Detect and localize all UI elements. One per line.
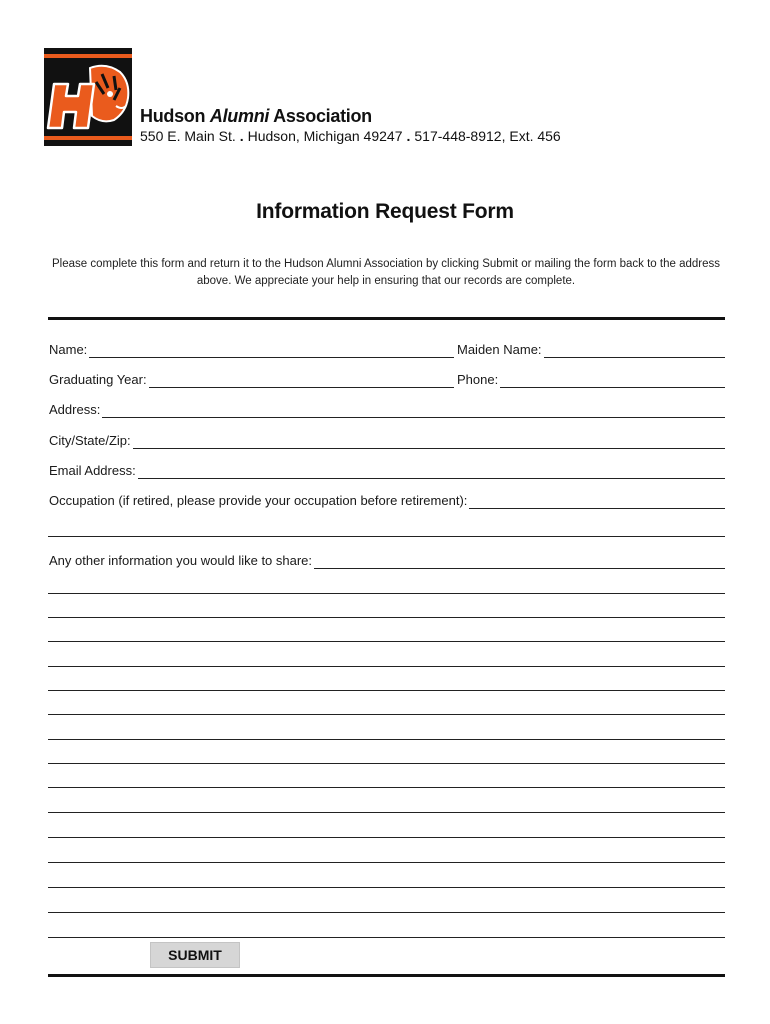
other-info-line[interactable] — [48, 887, 725, 888]
address-row — [49, 402, 725, 418]
address-input[interactable] — [102, 404, 725, 418]
maiden-name-row — [457, 342, 725, 358]
phone-label: Phone: — [457, 372, 499, 387]
street-address: 550 E. Main St. — [140, 128, 236, 144]
other-info-line[interactable] — [48, 912, 725, 913]
other-info-line[interactable] — [48, 837, 725, 838]
other-info-line[interactable] — [48, 690, 725, 691]
other-info-line[interactable] — [48, 714, 725, 715]
address-label: Address: — [49, 402, 101, 417]
other-info-line[interactable] — [48, 739, 725, 740]
occupation-input[interactable] — [469, 495, 725, 509]
city-state-zip-input[interactable] — [133, 435, 725, 449]
bottom-divider — [48, 974, 725, 977]
email-row — [49, 463, 725, 479]
other-info-line[interactable] — [48, 617, 725, 618]
city-state-zip-row — [49, 433, 725, 449]
other-info-line[interactable] — [48, 763, 725, 764]
other-info-line[interactable] — [48, 812, 725, 813]
other-info-label: Any other information you would like to share: — [49, 553, 313, 568]
top-divider — [48, 317, 725, 320]
maiden-name-input[interactable] — [544, 344, 725, 358]
city-state-zip: Hudson, Michigan 49247 — [247, 128, 403, 144]
graduating-year-input[interactable] — [149, 374, 454, 388]
email-input[interactable] — [138, 465, 725, 479]
phone-separator: . — [406, 128, 411, 144]
other-info-line[interactable] — [48, 937, 725, 938]
phone-row — [457, 372, 725, 388]
form-instructions: Please complete this form and return it to the Hudson Alumni Association by clicking Submit or mailing the form back to the address above. We appreciate your help in ensuring that our records are complete. — [52, 258, 720, 287]
organization-address — [140, 128, 561, 144]
submit-button[interactable]: SUBMIT — [150, 942, 240, 968]
other-info-input[interactable] — [314, 555, 725, 569]
graduating-year-row — [49, 372, 454, 388]
city-state-zip-label: City/State/Zip: — [49, 433, 131, 448]
phone-input[interactable] — [500, 374, 725, 388]
occupation-row — [49, 493, 725, 509]
other-info-line[interactable] — [48, 593, 725, 594]
graduating-year-label: Graduating Year: — [49, 372, 147, 387]
name-input[interactable] — [89, 344, 454, 358]
other-info-line[interactable] — [48, 787, 725, 788]
other-info-line[interactable] — [48, 641, 725, 642]
organization-phone: 517-448-8912, Ext. 456 — [414, 128, 561, 144]
name-row — [49, 342, 454, 358]
other-info-line[interactable] — [48, 862, 725, 863]
email-label: Email Address: — [49, 463, 136, 478]
other-info-row — [49, 553, 725, 569]
organization-name: Hudson Alumni Association — [140, 106, 372, 126]
address-separator: . — [239, 128, 244, 144]
occupation-label: Occupation (if retired, please provide your occupation before retirement): — [49, 493, 468, 508]
maiden-name-label: Maiden Name: — [457, 342, 542, 357]
occupation-continuation-line[interactable] — [48, 536, 725, 537]
form-title: Information Request Form — [256, 200, 514, 223]
hudson-tiger-logo — [44, 48, 132, 146]
other-info-line[interactable] — [48, 666, 725, 667]
name-label: Name: — [49, 342, 88, 357]
